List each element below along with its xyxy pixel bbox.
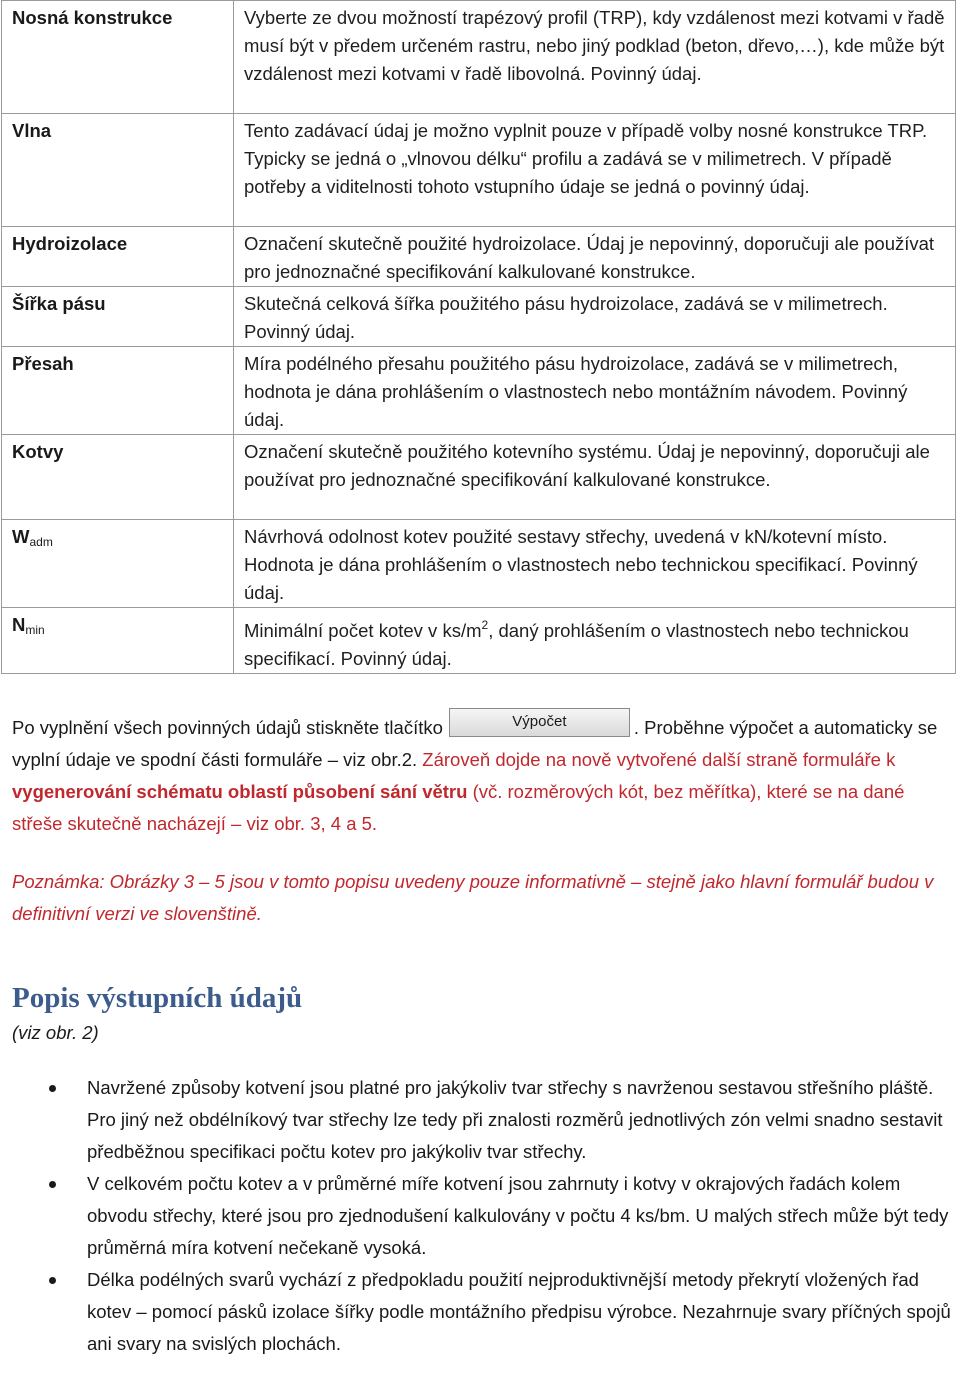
description-cell: Skutečná celková šířka použitého pásu hydroizolace, zadává se v milimetrech. Povinný údaj. bbox=[234, 287, 956, 347]
bullet-icon bbox=[49, 1181, 56, 1188]
description-cell: Označení skutečně použité hydroizolace. Údaj je nepovinný, doporučuji ale používat pro jednoznačné specifikování kalkulované konstrukce. bbox=[234, 227, 956, 287]
section-heading: Popis výstupních údajů bbox=[12, 982, 303, 1014]
superscript: 2 bbox=[481, 618, 489, 632]
term-cell: Vlna bbox=[2, 114, 234, 227]
term-cell: Hydroizolace bbox=[2, 227, 234, 287]
table-row bbox=[2, 287, 956, 347]
description-cell: Návrhová odolnost kotev použité sestavy střechy, uvedená v kN/kotevní místo. Hodnota je dána prohlášením o vlastnostech nebo technickou specifikací. Povinný údaj. bbox=[234, 520, 956, 608]
term-cell: Nosná konstrukce bbox=[2, 1, 234, 114]
list-item bbox=[0, 1168, 955, 1264]
list-item bbox=[0, 1072, 955, 1168]
calculate-button[interactable]: Výpočet bbox=[449, 708, 630, 737]
description-cell: Míra podélného přesahu použitého pásu hydroizolace, zadává se v milimetrech, hodnota je dána prohlášením o vlastnostech nebo montážním návodem. Povinný údaj. bbox=[234, 347, 956, 435]
output-list bbox=[0, 1072, 955, 1360]
description-cell bbox=[234, 608, 956, 674]
bullet-icon bbox=[49, 1085, 56, 1092]
description-cell: Tento zadávací údaj je možno vyplnit pouze v případě volby nosné konstrukce TRP. Typicky se jedná o „vlnovou délku“ profilu a zadává se v milimetrech. V případě potřeby a viditelnosti tohoto vstupního údaje se jedná o povinný údaj. bbox=[234, 114, 956, 227]
section-subheading: (viz obr. 2) bbox=[12, 1022, 99, 1043]
instruction-text: . Proběhne výpočet a automaticky se vyplní údaje ve spodní části formuláře – viz obr.2. bbox=[12, 717, 938, 770]
table-row bbox=[2, 114, 956, 227]
term-cell: Kotvy bbox=[2, 435, 234, 520]
term-main: N bbox=[12, 614, 26, 635]
description-cell: Vyberte ze dvou možností trapézový profil (TRP), kdy vzdálenost mezi kotvami v řadě musí být v předem určeném rastru, nebo jiný podklad (beton, dřevo,…), kde může být vzdálenost mezi kotvami v řadě libovolná. Povinný údaj. bbox=[234, 1, 956, 114]
instruction-text: Po vyplnění všech povinných údajů stiskněte tlačítko bbox=[12, 717, 443, 738]
list-item bbox=[0, 1264, 955, 1360]
description-cell: Označení skutečně použitého kotevního systému. Údaj je nepovinný, doporučuji ale používat pro jednoznačné specifikování kalkulované konstrukce. bbox=[234, 435, 956, 520]
table-row bbox=[2, 520, 956, 608]
term-cell bbox=[2, 608, 234, 674]
term-cell: Přesah bbox=[2, 347, 234, 435]
term-cell: Šířka pásu bbox=[2, 287, 234, 347]
table-row bbox=[2, 347, 956, 435]
highlight-text: (vč. rozměrových kót, bez měřítka), které se na dané střeše skutečně nacházejí – viz obr. 3, 4 a 5. bbox=[12, 781, 905, 834]
table-row bbox=[2, 1, 956, 114]
list-item-text: V celkovém počtu kotev a v průměrné míře kotvení jsou zahrnuty i kotvy v okrajových řadách kolem obvodu střechy, které jsou pro zjednodušení kalkulovány v počtu 4 ks/bm. U malých střech může být tedy průměrná míra kotvení nečekaně vysoká. bbox=[87, 1173, 949, 1258]
list-item-text: Délka podélných svarů vychází z předpokladu použití nejproduktivnější metody překrytí vložených řad kotev – pomocí pásků izolace šířky podle montážního předpisu výrobce. Nezahrnuje svary příčných spojů ani svary na svislých plochách. bbox=[87, 1269, 951, 1354]
table-row bbox=[2, 227, 956, 287]
description-text: Minimální počet kotev v ks/m bbox=[244, 620, 482, 641]
term-main: W bbox=[12, 526, 30, 547]
instruction-paragraph bbox=[12, 708, 947, 840]
term-subscript: adm bbox=[29, 535, 53, 549]
term-subscript: min bbox=[25, 623, 45, 637]
highlight-text: Zároveň dojde na nově vytvořené další straně formuláře k bbox=[417, 749, 896, 770]
parameter-table bbox=[1, 0, 956, 674]
table-row bbox=[2, 608, 956, 674]
bullet-icon bbox=[49, 1277, 56, 1284]
highlight-bold-text: vygenerování schématu oblastí působení sání větru bbox=[12, 781, 468, 802]
term-cell bbox=[2, 520, 234, 608]
description-text: , daný prohlášením o vlastnostech nebo technickou specifikací. Povinný údaj. bbox=[244, 620, 909, 669]
list-item-text: Navržené způsoby kotvení jsou platné pro jakýkoliv tvar střechy s navrženou sestavou střešního pláště. Pro jiný než obdélníkový tvar střechy lze tedy při znalosti rozměrů jednotlivých zón velmi snadno sestavit předběžnou specifikaci počtu kotev pro jakýkoliv tvar střechy. bbox=[87, 1077, 943, 1162]
note-paragraph: Poznámka: Obrázky 3 – 5 jsou v tomto popisu uvedeny pouze informativně – stejně jako hlavní formulář budou v definitivní verzi ve slovenštině. bbox=[12, 871, 934, 924]
table-row bbox=[2, 435, 956, 520]
